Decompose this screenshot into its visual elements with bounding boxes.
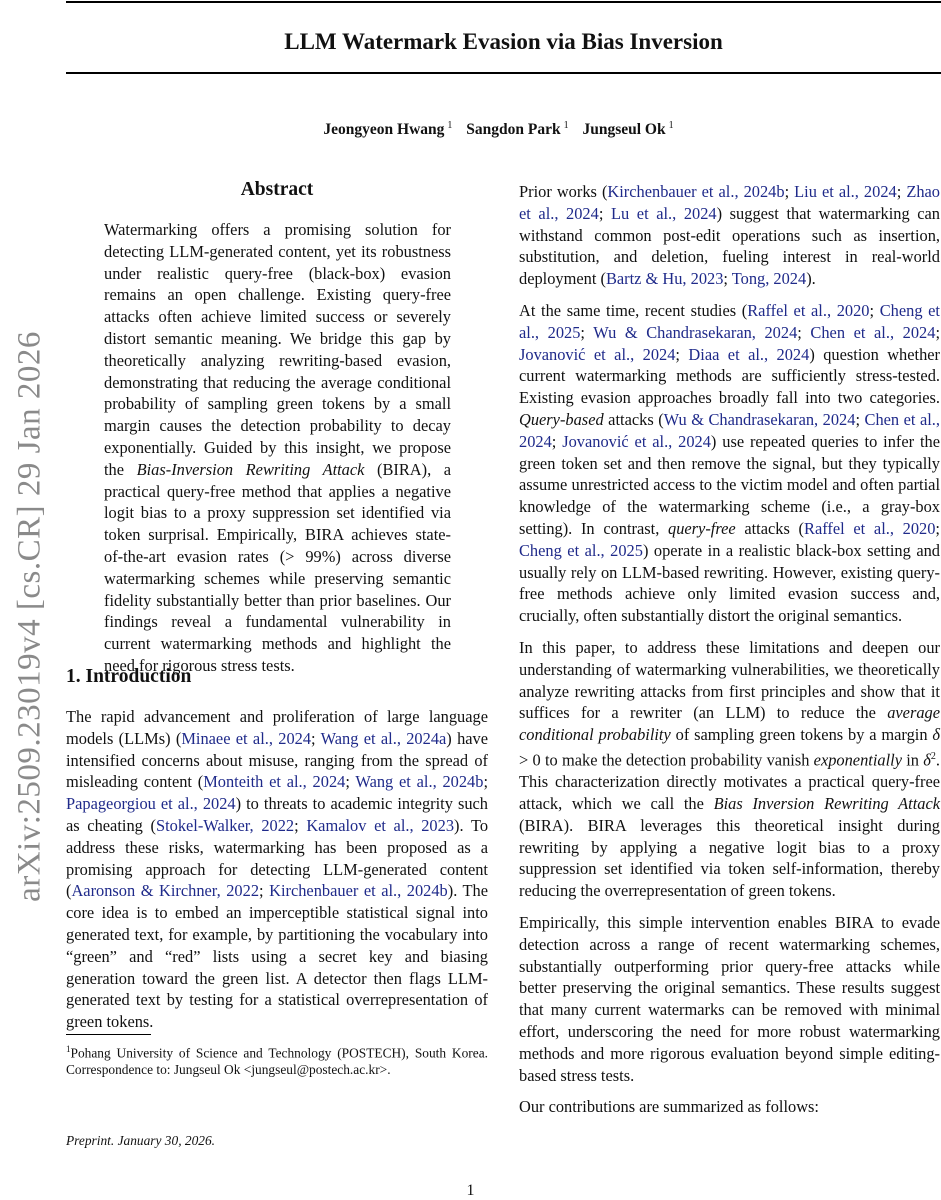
body-text: in <box>901 750 924 770</box>
body-text: ; <box>311 728 321 748</box>
emphasis-text: δ <box>923 750 931 770</box>
paragraph <box>66 706 488 1033</box>
emphasis-text: Bias Inversion Rewriting Attack <box>713 793 940 813</box>
citation-link[interactable]: Monteith et al., 2024 <box>203 772 346 792</box>
paragraph <box>519 637 940 902</box>
right-column-body <box>519 181 940 1128</box>
author-affiliation: 1 <box>563 120 569 131</box>
body-text: > 0 to make the detection probability vanish <box>519 750 814 770</box>
body-text: ; <box>855 409 865 429</box>
footnote-text: Pohang University of Science and Technology (POSTECH), South Korea. Correspondence to: Jungseul Ok <jungseul@postech.ac.kr>. <box>66 1045 488 1078</box>
citation-link[interactable]: Chen et al., 2024 <box>810 322 936 342</box>
abstract-body <box>104 219 451 687</box>
body-text: (BIRA), a practical query-free method that applies a negative logit bias to a proxy suppression set identified via token surprisal. Empirically, BIRA achieves state-of-the-art evasion rates (> 99%) across diverse watermarking schemes while preserving semantic fidelity substantially better than prior baselines. Our findings reveal a fundamental vulnerability in current watermarking methods and highlight the need for rigorous stress tests. <box>104 459 452 675</box>
body-text: The rapid advancement and proliferation of large language models (LLMs) ( <box>66 707 488 748</box>
citation-link[interactable]: Raffel et al., 2020 <box>804 518 936 538</box>
footnote <box>66 1041 488 1078</box>
author-name: Jungseul Ok <box>582 121 666 139</box>
title-top-rule <box>66 1 941 3</box>
body-text: ). To address these risks, watermarking has been proposed as a promising approach for detecting LLM-generated content ( <box>66 815 489 901</box>
body-text: ). The core idea is to embed an imperceptible statistical signal into generated text, for example, by partitioning the vocabulary into “green” and “red” lists using a secret key and biasing generation toward the green list. A detector then flags LLM-generated text by testing for a statistical overrepresentation of green tokens. <box>66 881 489 1032</box>
citation-link[interactable]: Diaa et al., 2024 <box>688 344 810 364</box>
citation-link[interactable]: Minaee et al., 2024 <box>181 728 312 748</box>
body-text: ; <box>580 322 594 342</box>
title-bottom-rule <box>66 72 941 74</box>
emphasis-text: δ <box>932 725 940 745</box>
body-text: ; <box>259 881 270 901</box>
body-text: ) to threats to academic integrity such as cheating ( <box>66 794 488 835</box>
superscript: 2 <box>930 750 936 762</box>
author-name: Sangdon Park <box>466 121 561 139</box>
emphasis-text: Bias-Inversion Rewriting Attack <box>136 459 365 479</box>
body-text: At the same time, recent studies ( <box>519 300 748 320</box>
citation-link[interactable]: Wang et al., 2024a <box>320 728 447 748</box>
paper-title: LLM Watermark Evasion via Bias Inversion <box>284 29 723 54</box>
citation-link[interactable]: Aaronson & Kirchner, 2022 <box>71 881 260 901</box>
footnote-rule <box>66 1034 151 1035</box>
paragraph <box>519 912 940 1086</box>
body-text: ; <box>551 431 563 451</box>
citation-link[interactable]: Lu et al., 2024 <box>610 203 717 223</box>
body-text: . This characterization directly motivates a practical query-free attack, which we call the <box>519 750 940 813</box>
body-text: ) question whether current watermarking methods are sufficiently stress-tested. Existing evasion approaches broadly fall into two categories. <box>519 344 940 408</box>
citation-link[interactable]: Raffel et al., 2020 <box>747 300 870 320</box>
citation-link[interactable]: Wang et al., 2024b <box>355 772 484 792</box>
citation-link[interactable]: Cheng et al., 2025 <box>519 300 940 342</box>
citation-link[interactable]: Tong, 2024 <box>731 269 807 289</box>
body-text: ) operate in a realistic black-box setting and usually rely on LLM-based rewriting. However, existing query-free methods achieve only limited evasion success and, crucially, often substantially distort the original semantics. <box>519 540 940 626</box>
body-text: of sampling green tokens by a margin <box>670 725 933 745</box>
body-text: ; <box>598 203 611 223</box>
body-text: ; <box>723 269 732 289</box>
citation-link[interactable]: Stokel-Walker, 2022 <box>155 815 295 835</box>
citation-link[interactable]: Jovanović et al., 2024 <box>519 344 676 364</box>
emphasis-text: average conditional probability <box>519 703 940 745</box>
body-text: Empirically, this simple intervention enables BIRA to evade detection across a range of recent watermarking schemes, substantially outperforming prior query-free attacks while better preserving the original semantics. These results suggest that many current watermarks can be removed with minimal effort, underscoring the need for more robust watermarking methods and more rigorous evaluation beyond simple editing-based stress tests. <box>519 912 940 1085</box>
body-text: attacks ( <box>735 518 805 538</box>
author-affiliation: 1 <box>668 120 674 131</box>
introduction-body <box>66 706 488 1043</box>
author-list <box>66 120 941 139</box>
body-text: ; <box>935 518 940 538</box>
body-text: ). <box>806 269 816 289</box>
emphasis-text: exponentially <box>813 750 902 770</box>
body-text: ; <box>483 772 489 792</box>
citation-link[interactable]: Chen et al., 2024 <box>519 409 940 451</box>
citation-link[interactable]: Papageorgiou et al., 2024 <box>66 794 236 814</box>
paragraph <box>104 219 451 677</box>
body-text: ) have intensified concerns about misuse, ranging from the spread of misleading content ( <box>66 728 489 792</box>
body-text: ; <box>294 815 307 835</box>
body-text: ; <box>345 772 356 792</box>
citation-link[interactable]: Wu & Chandrasekaran, 2024 <box>663 409 856 429</box>
body-text: Watermarking offers a promising solution for detecting LLM-generated content, yet its robustness under realistic query-free (black-box) evasion remains an open challenge. Existing query-free attacks often achieve limited success or severely distort semantic meaning. We bridge this gap by theoretically analyzing rewriting-based evasion, demonstrating that reducing the average conditional probability of sampling green tokens by a small margin causes the detection probability to decay exponentially. Guided by this insight, we propose the <box>104 220 451 479</box>
emphasis-text: query-free <box>668 518 736 538</box>
citation-link[interactable]: Bartz & Hu, 2023 <box>605 269 724 289</box>
body-text: ; <box>784 182 795 201</box>
citation-link[interactable]: Cheng et al., 2025 <box>519 540 643 560</box>
paragraph <box>519 300 940 627</box>
body-text: ; <box>675 344 689 364</box>
body-text: ) use repeated queries to infer the green token set and then remove the signal, but they typically assume unrestricted access to the victim model and often partial knowledge of the watermarking scheme (i.e., a gray-box setting). In contrast, <box>519 431 940 538</box>
body-text: Prior works ( <box>519 182 608 201</box>
emphasis-text: Query-based <box>519 409 604 429</box>
footnote-mark: 1 <box>66 1044 71 1054</box>
citation-link[interactable]: Zhao et al., 2024 <box>519 182 941 223</box>
author-affiliation: 1 <box>447 120 453 131</box>
author-name: Jeongyeon Hwang <box>323 121 445 139</box>
introduction-heading: 1. Introduction <box>66 666 192 687</box>
paragraph <box>519 1096 940 1118</box>
citation-link[interactable]: Liu et al., 2024 <box>794 182 897 201</box>
body-text: attacks ( <box>603 409 664 429</box>
paragraph <box>519 181 940 290</box>
preprint-note: Preprint. January 30, 2026. <box>66 1133 216 1148</box>
body-text: ; <box>896 182 907 201</box>
body-text: (BIRA). BIRA leverages this theoretical insight during rewriting by applying a negative logit bias to a proxy suppression set identified via token self-information, thereby reducing the overrepresentation of green tokens. <box>519 815 940 901</box>
citation-link[interactable]: Kirchenbauer et al., 2024b <box>269 881 448 901</box>
citation-link[interactable]: Jovanović et al., 2024 <box>562 431 711 451</box>
body-text: In this paper, to address these limitations and deepen our understanding of watermarking vulnerabilities, we theoretically analyze rewriting attacks from first principles and show that it suffices for a rewriter (an LLM) to reduce the <box>519 637 940 723</box>
body-text: ) suggest that watermarking can withstand common post-edit operations such as insertion, substitution, and deletion, fueling interest in real-world deployment ( <box>519 203 940 289</box>
body-text: Our contributions are summarized as follows: <box>519 1097 819 1117</box>
body-text: ; <box>797 322 811 342</box>
body-text: ; <box>935 322 940 342</box>
citation-link[interactable]: Wu & Chandrasekaran, 2024 <box>593 322 798 342</box>
page-number: 1 <box>466 1182 475 1199</box>
arxiv-stamp: arXiv:2509.23019v4 [cs.CR] 29 Jan 2026 <box>11 331 48 902</box>
citation-link[interactable]: Kirchenbauer et al., 2024b <box>607 182 785 201</box>
citation-link[interactable]: Kamalov et al., 2023 <box>306 815 455 835</box>
abstract-heading: Abstract <box>240 179 314 200</box>
body-text: ; <box>869 300 880 320</box>
